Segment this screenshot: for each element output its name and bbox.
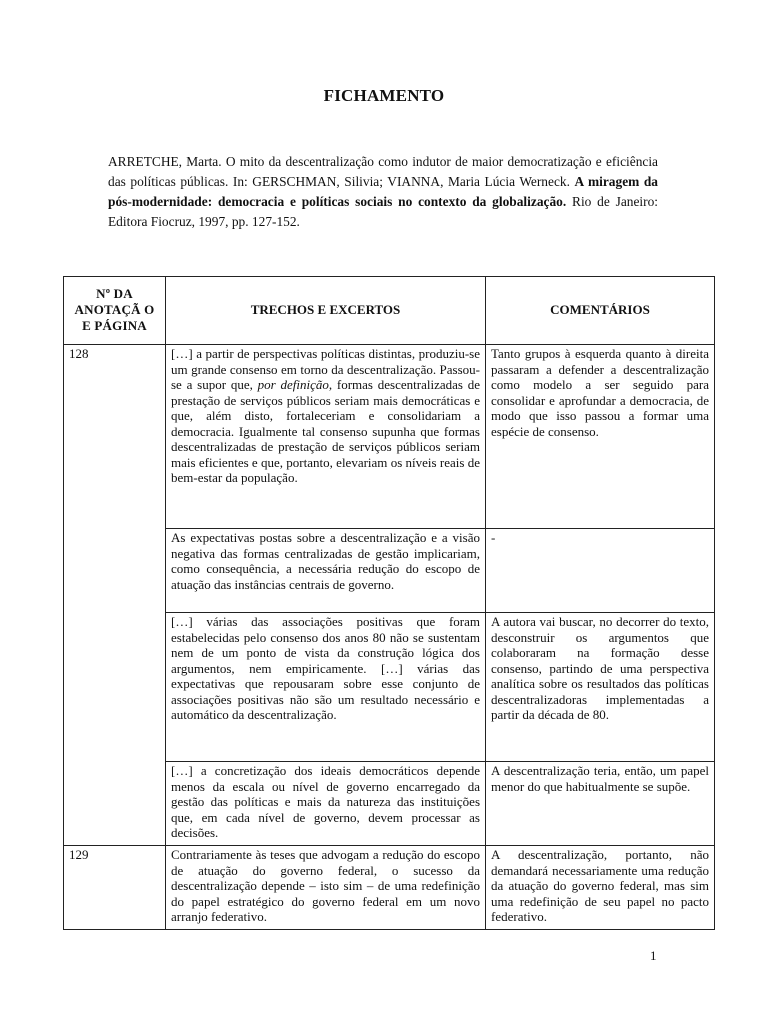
comment-cell: A autora vai buscar, no decorrer do texto, desconstruir os argumentos que colaboraram na formação desse consenso, partindo de uma perspectiva analítica sobre os resultados das políticas descentralizadoras implementadas a partir da década de 80. (486, 613, 715, 762)
table-row (64, 846, 715, 930)
reference-text-part1: ARRETCHE, Marta. O mito da descentralização como indutor de maior democratização e eficiência das políticas públicas. In: GERSCHMAN, Silivia; VIANNA, Maria Lúcia Werneck. (108, 154, 658, 189)
reference-text-part2: Rio de Janeiro: Editora Fiocruz, 1997, pp. 127-152. (108, 194, 659, 229)
fichamento-table (63, 276, 715, 930)
excerpt-cell (166, 345, 486, 529)
excerpt-text: , formas descentralizadas de prestação de serviços públicos seriam mais democráticas e que, além disto, fortaleceriam e consolidariam a democracia. Igualmente tal consenso supunha que formas descentralizadas de prestação de serviços públicos seriam mais eficientes e que, portanto, elevariam os níveis reais de bem-estar da população. (171, 377, 480, 485)
bibliographic-reference (108, 152, 658, 232)
comment-cell: A descentralização teria, então, um papel menor do que habitualmente se supõe. (486, 762, 715, 846)
comment-cell: - (486, 529, 715, 613)
comment-cell: Tanto grupos à esquerda quanto à direita passaram a defender a descentralização como modelo a ser seguido para consolidar e aprofundar a democracia, de modo que isso passou a formar uma espécie de consenso. (486, 345, 715, 529)
header-page-column: Nº DA ANOTAÇÃ O E PÁGINA (64, 277, 166, 345)
table-row (64, 345, 715, 529)
page-cell: 128 (64, 345, 166, 846)
comment-cell: A descentralização, portanto, não demandará necessariamente uma redução da atuação do governo federal, mas sim uma redefinição de seu papel no pacto federativo. (486, 846, 715, 930)
page-number: 1 (650, 948, 657, 963)
excerpt-cell: Contrariamente às teses que advogam a redução do escopo de atuação do governo federal, o sucesso da descentralização depende – isto sim – de uma redefinição do papel estratégico do governo federal em um novo arranjo federativo. (166, 846, 486, 930)
reference-book-title: A miragem da pós-modernidade: democracia e políticas sociais no contexto da globalização. (108, 174, 658, 209)
excerpt-cell: As expectativas postas sobre a descentralização e a visão negativa das formas centralizadas de gestão implicariam, como consequência, a necessária redução do escopo de atuação das instâncias centrais de governo. (166, 529, 486, 613)
excerpt-cell: […] a concretização dos ideais democráticos depende menos da escala ou nível de governo encarregado da gestão das políticas e mais da natureza das instituições que, em cada nível de governo, devem processar as decisões. (166, 762, 486, 846)
excerpt-cell: […] várias das associações positivas que foram estabelecidas pelo consenso dos anos 80 não se sustentam nem de um ponto de vista da construção lógica dos argumentos, nem empiricamente. […] várias das expectativas que repousaram sobre esse conjunto de associações positivas não são um resultado necessário e automático da descentralização. (166, 613, 486, 762)
excerpt-emphasis: por definição (257, 377, 329, 392)
page-cell: 129 (64, 846, 166, 930)
document-title: FICHAMENTO (323, 86, 445, 105)
header-excerpts-column: TRECHOS E EXCERTOS (166, 277, 486, 345)
table-header-row (64, 277, 715, 345)
header-comments-column: COMENTÁRIOS (486, 277, 715, 345)
excerpt-text: […] a partir de perspectivas políticas distintas, produziu-se um grande consenso em torno da descentralização. Passou-se a supor que, (171, 346, 480, 392)
